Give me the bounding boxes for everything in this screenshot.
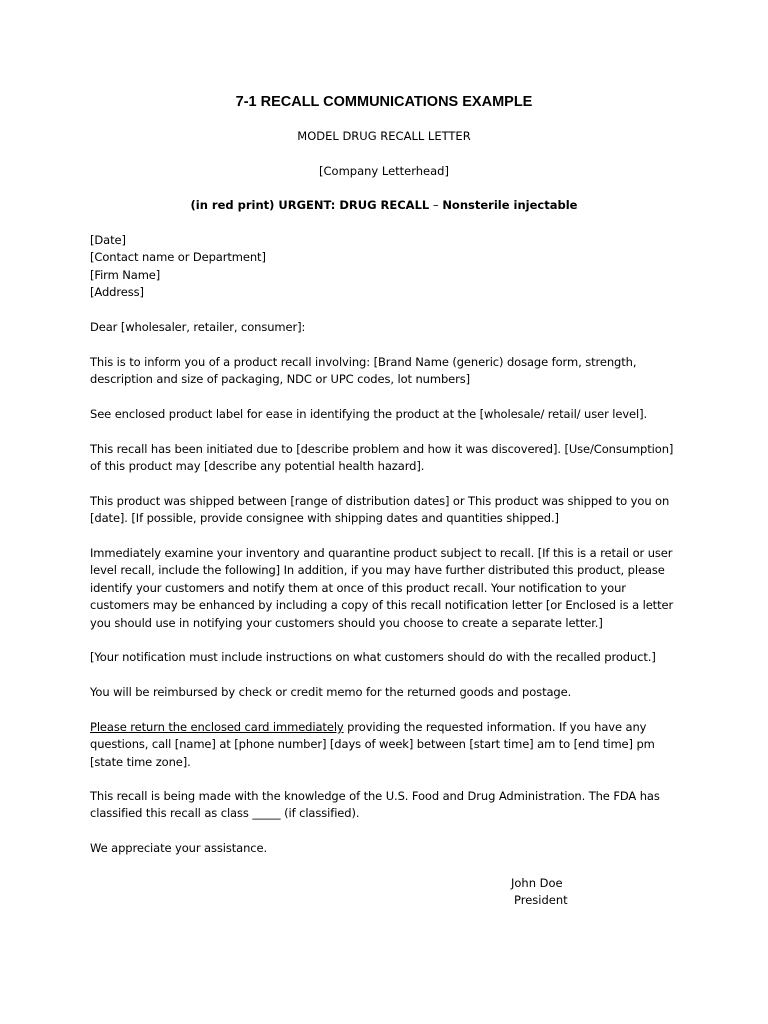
paragraph-line: You will be reimbursed by check or credit memo for the returned goods and postage. — [90, 685, 572, 699]
urgent-prefix: (in red print) URGENT: DRUG RECALL — [190, 198, 430, 212]
paragraph-notification — [90, 649, 678, 666]
paragraph-line: [Your notification must include instructions on what customers should do with the recalled product.] — [90, 650, 656, 664]
paragraph-line: description and size of packaging, NDC or UPC codes, lot numbers] — [90, 372, 471, 387]
company-letterhead-placeholder: [Company Letterhead] — [319, 164, 449, 178]
paragraph-line: questions, call [name] at [phone number] [days of week] between [start time] am to [end time] pm — [90, 737, 655, 752]
paragraph-line: [date]. [If possible, provide consignee with shipping dates and quantities shipped.] — [90, 511, 559, 526]
paragraph-line — [90, 719, 678, 736]
paragraph-line: [state time zone]. — [90, 754, 191, 769]
urgent-suffix: Nonsterile injectable — [442, 198, 578, 212]
paragraph-fda — [90, 788, 678, 823]
closing — [90, 840, 678, 857]
paragraph-line: level recall, include the following] In addition, if you may have further distributed this product, please — [90, 563, 665, 578]
paragraph-line: customers may be enhanced by including a copy of this recall notification letter [or Enclosed is a letter — [90, 598, 674, 613]
salutation — [90, 319, 678, 336]
paragraph-line: identify your customers and notify them at once of this product recall. Your notification to your — [90, 580, 626, 595]
address-line-firm: [Firm Name] — [90, 267, 161, 282]
paragraph-line: This recall has been initiated due to [describe problem and how it was discovered]. [Use/Consumption] — [90, 442, 674, 456]
paragraph-inventory — [90, 545, 678, 632]
closing-text: We appreciate your assistance. — [90, 841, 268, 855]
urgent-recall-line — [0, 197, 768, 214]
paragraph-line: This recall is being made with the knowledge of the U.S. Food and Drug Administration. The FDA has — [90, 789, 660, 803]
paragraph-line: classified this recall as class _____ (if classified). — [90, 806, 360, 821]
paragraph-line: This is to inform you of a product recall involving: [Brand Name (generic) dosage form, strength, — [90, 355, 637, 369]
urgent-separator: – — [429, 198, 443, 212]
paragraph-line: This product was shipped between [range of distribution dates] or This product was shipped to you on — [90, 494, 670, 508]
paragraph-line: See enclosed product label for ease in identifying the product at the [wholesale/ retail/ user level]. — [90, 407, 648, 421]
address-line-address: [Address] — [90, 285, 144, 300]
paragraph-reason — [90, 441, 678, 476]
paragraph-product-recall — [90, 354, 678, 389]
paragraph-line-rest: providing the requested information. If you have any — [343, 720, 647, 734]
paragraph-return-card — [90, 719, 678, 771]
document-title: 7-1 RECALL COMMUNICATIONS EXAMPLE — [235, 94, 533, 110]
paragraph-label — [90, 406, 678, 423]
document-subtitle: MODEL DRUG RECALL LETTER — [297, 129, 471, 143]
address-block — [90, 232, 678, 302]
underlined-instruction: Please return the enclosed card immediately — [90, 720, 344, 734]
signature-name: John Doe — [511, 876, 563, 890]
signature-title: President — [514, 893, 568, 907]
paragraph-line: Immediately examine your inventory and quarantine product subject to recall. [If this is a retail or user — [90, 546, 673, 560]
address-line-date: [Date] — [90, 233, 126, 247]
salutation-text: Dear [wholesaler, retailer, consumer]: — [90, 320, 306, 334]
paragraph-line: of this product may [describe any potential health hazard]. — [90, 459, 425, 474]
address-line-contact: [Contact name or Department] — [90, 250, 266, 265]
paragraph-reimbursement — [90, 684, 678, 701]
paragraph-line: you should use in notifying your customers should you choose to create a separate letter.] — [90, 615, 603, 630]
paragraph-shipping — [90, 493, 678, 528]
